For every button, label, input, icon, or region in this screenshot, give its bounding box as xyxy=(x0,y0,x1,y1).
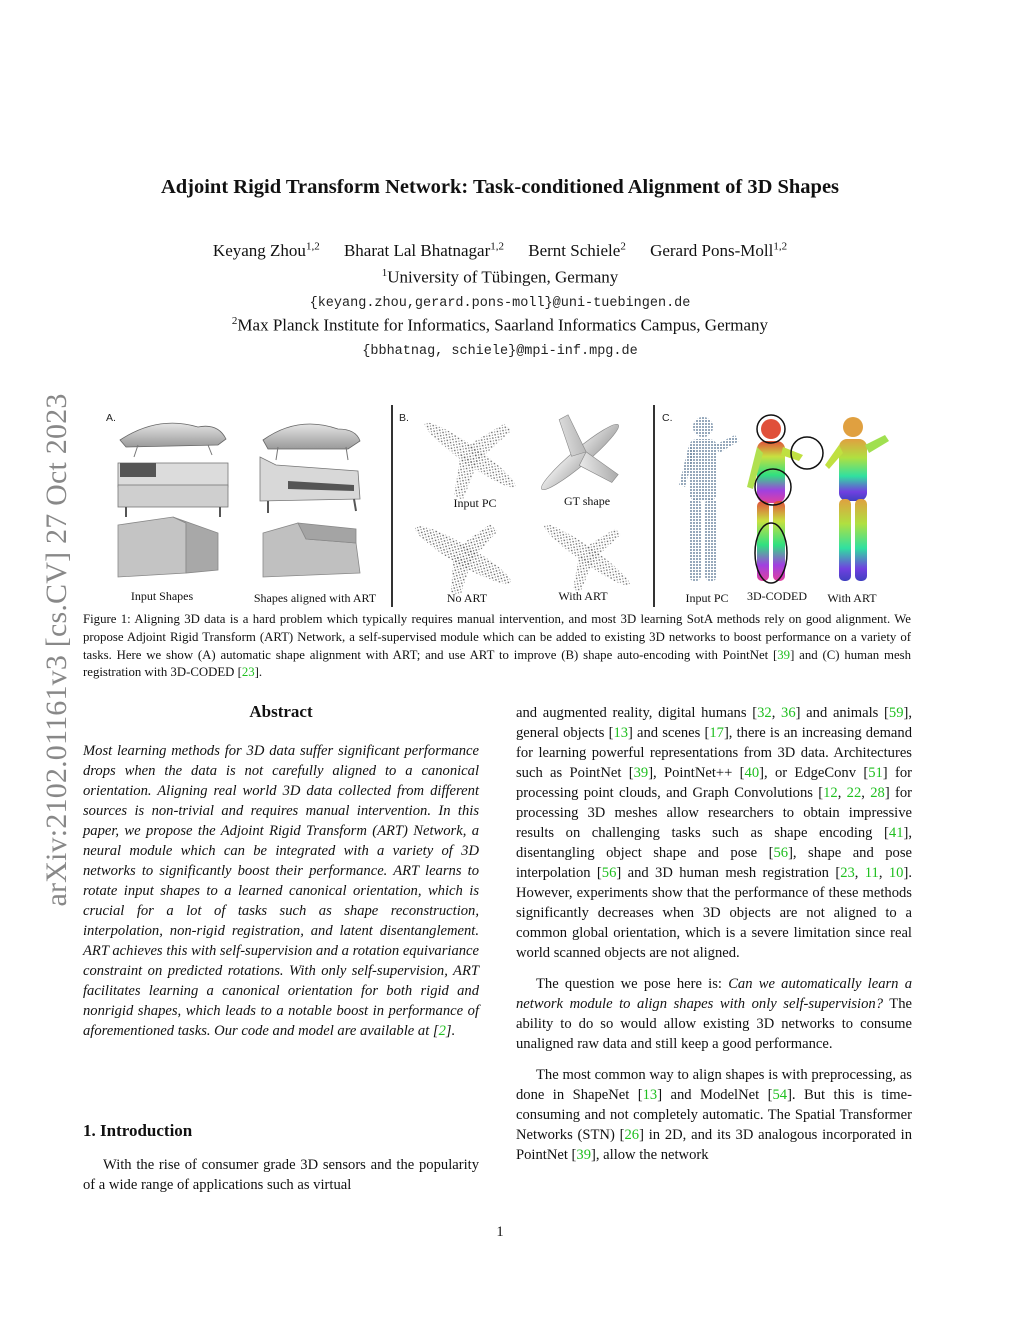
citation-link[interactable]: 11 xyxy=(864,865,879,881)
text-run: The most common way to align shapes is with preprocessing, as done in ShapeNet [ xyxy=(516,1067,912,1103)
figure-1 xyxy=(98,405,910,607)
text-run: ] for processing point clouds, and Graph Convolutions [ xyxy=(516,765,912,801)
email-1[interactable]: {keyang.zhou,gerard.pons-moll}@uni-tuebingen.de xyxy=(309,296,691,311)
text-run: , xyxy=(771,705,782,721)
citation-link[interactable]: 54 xyxy=(772,1087,788,1103)
text-run: ] and scenes [ xyxy=(628,725,710,741)
panel-letter: A. xyxy=(106,412,116,424)
label-3d-coded: 3D-CODED xyxy=(747,589,807,603)
citation-link[interactable]: 2 xyxy=(438,1023,446,1039)
text-run: , xyxy=(854,865,865,881)
text-run: , xyxy=(861,785,871,801)
text-run: , xyxy=(878,865,889,881)
citation-link[interactable]: 56 xyxy=(601,865,617,881)
abstract-text: Most learning methods for 3D data suffer significant performance drops when the data is not carefully aligned to a canonical orientation. Aligning real world 3D data collected from different sources is non-trivial and requires manual intervention. In this paper, we propose the Adjoint Rigid Transform (ART) Network, a neural module which can be integrated with a variety of 3D networks to significantly boost their performance. ART learns to rotate input shapes to a learned canonical orientation, which is crucial for a lot of tasks such as shape reconstruction, interpolation, non-rigid registration, and latent disentanglement. ART achieves this with self-supervision and a rotation equivariance constraint on predicted rotations. With only self-supervision, ART facilitates learning a canonical orientation for both rigid and nonrigid shapes, which leads to a notable boost in performance of aforementioned tasks. Our code and model are available at [2]. xyxy=(83,743,479,1039)
panel-divider xyxy=(391,405,393,607)
author: Keyang Zhou$^{1,2}$ xyxy=(212,240,320,260)
paragraph xyxy=(516,1065,912,1165)
author-list xyxy=(0,240,1000,261)
citation-link[interactable]: 39 xyxy=(576,1147,591,1163)
label-input-shapes: Input Shapes xyxy=(130,589,194,603)
page-number: 1 xyxy=(496,1224,504,1240)
text-run: ] for processing 3D meshes allow researchers to obtain impressive results on challenging tasks such as shape encoding [ xyxy=(516,785,913,841)
citation-link[interactable]: 39 xyxy=(633,765,649,781)
text-run: ], or EdgeConv [ xyxy=(759,765,869,781)
text-run: ], general objects [ xyxy=(516,705,912,741)
citation-link[interactable]: 32 xyxy=(757,705,772,721)
citation-link[interactable]: 39 xyxy=(777,647,791,662)
text-run: ], disentangling object shape and pose [ xyxy=(516,825,912,861)
text-run: ], shape and pose interpolation [ xyxy=(516,845,912,881)
panel-b xyxy=(395,405,651,607)
panel-letter: B. xyxy=(399,412,409,424)
text-run: ] and ModelNet [ xyxy=(657,1087,773,1103)
text-run: ]. But this is time-consuming and not completely automatic. The Spatial Transformer Networks (STN) [ xyxy=(516,1087,912,1143)
text-run: ] in 2D, and its 3D analogous incorporated in PointNet [ xyxy=(516,1127,912,1163)
text-run: ], PointNet++ [ xyxy=(648,765,745,781)
text-run: and augmented reality, digital humans [ xyxy=(516,705,758,721)
citation-link[interactable]: 51 xyxy=(868,765,883,781)
citation-link[interactable]: 59 xyxy=(888,705,904,721)
text-run: ], allow the network xyxy=(591,1147,709,1163)
panel-c xyxy=(657,405,910,607)
affiliation-1: $^1$University of Tübingen, Germany xyxy=(381,267,619,287)
citation-link[interactable]: 28 xyxy=(870,785,885,801)
text-run: ] and 3D human mesh registration [ xyxy=(616,865,841,881)
text-run: ] and animals [ xyxy=(795,705,889,721)
label-with-art: With ART xyxy=(558,589,608,603)
panel-divider xyxy=(653,405,655,607)
human-illustration xyxy=(657,405,910,607)
right-column-text xyxy=(516,703,912,1176)
arxiv-side-stamp: arXiv:2102.01161v3 [cs.CV] 27 Oct 2023 xyxy=(40,393,73,907)
panel-a xyxy=(98,405,390,607)
citation-link[interactable]: 26 xyxy=(624,1127,640,1143)
label-input-pc: Input PC xyxy=(453,496,497,510)
author: Gerard Pons-Moll$^{1,2}$ xyxy=(650,240,788,260)
abstract-heading: Abstract xyxy=(249,702,313,721)
label-shapes-aligned: Shapes aligned with ART xyxy=(253,591,377,605)
paragraph: The question we pose here is: Can we automatically learn a network module to align shapes with only self-supervision? The ability to do so would allow existing 3D networks to consume unaligned raw data and still keep a good performance. xyxy=(516,976,912,1052)
introduction-text: With the rise of consumer grade 3D sensors and the popularity of a wide range of applications such as virtual xyxy=(83,1157,479,1193)
author: Bernt Schiele$^2$ xyxy=(528,240,626,260)
paper-title: Adjoint Rigid Transform Network: Task-conditioned Alignment of 3D Shapes xyxy=(160,176,840,198)
citation-link[interactable]: 17 xyxy=(709,725,724,741)
panel-letter: C. xyxy=(662,412,673,424)
text-run: ]. However, experiments show that the performance of these methods significantly decreases when 3D objects are not aligned to a common global orientation, which is a severe limitation since real world scanned objects are not aligned. xyxy=(516,865,912,961)
section-heading-introduction: 1. Introduction xyxy=(83,1121,193,1140)
email-2[interactable]: {bbhatnag, schiele}@mpi-inf.mpg.de xyxy=(362,344,638,359)
citation-link[interactable]: 12 xyxy=(823,785,838,801)
author: Bharat Lal Bhatnagar$^{1,2}$ xyxy=(343,240,505,260)
paragraph xyxy=(516,703,912,963)
citation-link[interactable]: 41 xyxy=(888,825,904,841)
label-input-pc: Input PC xyxy=(685,591,729,605)
furniture-illustration xyxy=(98,405,390,607)
citation-link[interactable]: 36 xyxy=(781,705,796,721)
citation-link[interactable]: 13 xyxy=(613,725,629,741)
label-no-art: No ART xyxy=(446,591,488,605)
citation-link[interactable]: 23 xyxy=(840,865,855,881)
citation-link[interactable]: 13 xyxy=(642,1087,658,1103)
label-with-art: With ART xyxy=(827,591,877,605)
citation-link[interactable]: 10 xyxy=(888,865,904,881)
citation-link[interactable]: 23 xyxy=(241,665,255,680)
citation-link[interactable]: 56 xyxy=(773,845,789,861)
citation-link[interactable]: 22 xyxy=(846,785,862,801)
affiliation-2: $^2$Max Planck Institute for Informatics, Saarland Informatics Campus, Germany xyxy=(231,315,769,335)
text-run: ], there is an increasing demand for learning powerful representations from 3D data. Architectures such as PointNet [ xyxy=(516,725,913,781)
text-run: , xyxy=(837,785,847,801)
figure-caption: Figure 1: Aligning 3D data is a hard problem which typically requires manual intervention, and most 3D learning SotA methods rely on good alignment. We propose Adjoint Rigid Transform (ART) Network, a self-supervised module which can be added to existing 3D networks to boost performance on a variety of tasks. Here we show (A) automatic shape alignment with ART; and use ART to improve (B) shape auto-encoding with PointNet [39] and (C) human mesh registration with 3D-CODED [23]. xyxy=(83,612,911,680)
label-gt-shape: GT shape xyxy=(563,494,611,508)
citation-link[interactable]: 40 xyxy=(744,765,760,781)
